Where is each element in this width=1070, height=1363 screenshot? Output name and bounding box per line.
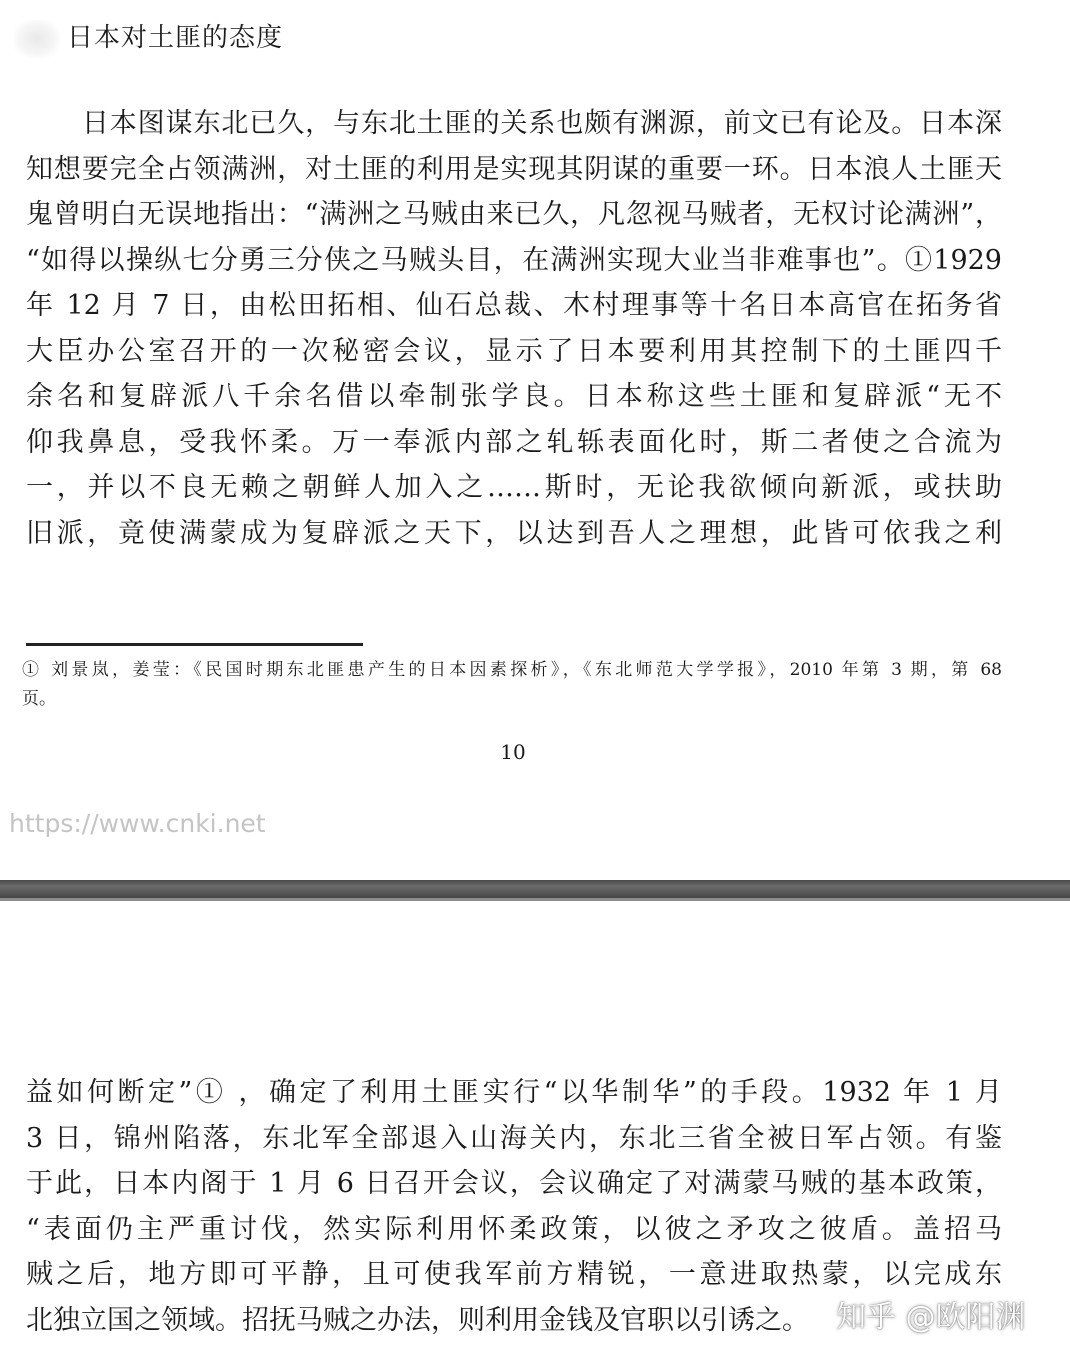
page-break-divider [0, 880, 1070, 901]
text-line: 余名和复辟派八千余名借以牵制张学良。日本称这些土匪和复辟派“无不 [26, 381, 1002, 412]
text-line: 3 日，锦州陷落，东北军全部退入山海关内，东北三省全被日军占领。有鉴 [26, 1122, 1002, 1154]
text-line: 旧派，竟使满蒙成为复辟派之天下，以达到吾人之理想，此皆可依我之利 [26, 517, 1002, 549]
footnote [22, 656, 1002, 714]
text-line: 大臣办公室召开的一次秘密会议，显示了日本要利用其控制下的土匪四千 [26, 335, 1002, 367]
text-line: 一，并以不良无赖之朝鲜人加入之……斯时，无论我欲倾向新派，或扶助 [26, 472, 1002, 503]
text-line: 年 12 月 7 日，由松田拓相、仙石总裁、木村理事等十名日本高官在拓务省 [26, 290, 1002, 321]
text-line: 日本图谋东北已久，与东北土匪的关系也颇有渊源，前文已有论及。日本深 [26, 108, 1002, 139]
footnote-line: ① 刘景岚，姜莹：《民国时期东北匪患产生的日本因素探析》，《东北师范大学学报》，2010 年第 3 期，第 68 [22, 660, 1002, 680]
body-paragraph-page-1 [26, 101, 1002, 556]
text-line: “如得以操纵七分勇三分侠之马贼头目，在满洲实现大业当非难事也”。①1929 [26, 244, 1002, 276]
text-line: 鬼曾明白无误地指出：“满洲之马贼由来已久，凡忽视马贼者，无权讨论满洲”， [26, 199, 1002, 230]
text-line: 贼之后，地方即可平静，且可使我军前方精锐，一意进取热蒙，以完成东 [26, 1259, 1002, 1290]
footnote-divider [26, 643, 363, 646]
zhihu-author-watermark: 知乎 @欧阳渊 [836, 1300, 1026, 1335]
text-line: 仰我鼻息，受我怀柔。万一奉派内部之轧轹表面化时，斯二者使之合流为 [26, 426, 1002, 458]
scan-smudge [14, 20, 60, 58]
section-title: 日本对土匪的态度 [67, 23, 284, 53]
page-number: 10 [500, 740, 526, 764]
text-line: 北独立国之领域。招抚马贼之办法，则利用金钱及官职以引诱之。 [26, 1304, 809, 1336]
text-line: 益如何断定”① ，确定了利用土匪实行“以华制华”的手段。1932 年 1 月 [26, 1077, 1002, 1108]
cnki-watermark: https://www.cnki.net [9, 809, 266, 838]
text-line: “表面仍主严重讨伐，然实际利用怀柔政策，以彼之矛攻之彼盾。盖招马 [26, 1213, 1002, 1245]
footnote-line: 页。 [22, 689, 56, 709]
text-line: 知想要完全占领满洲，对土匪的利用是实现其阴谋的重要一环。日本浪人土匪天 [26, 153, 1002, 185]
text-line: 于此，日本内阁于 1 月 6 日召开会议，会议确定了对满蒙马贼的基本政策， [26, 1168, 1002, 1199]
